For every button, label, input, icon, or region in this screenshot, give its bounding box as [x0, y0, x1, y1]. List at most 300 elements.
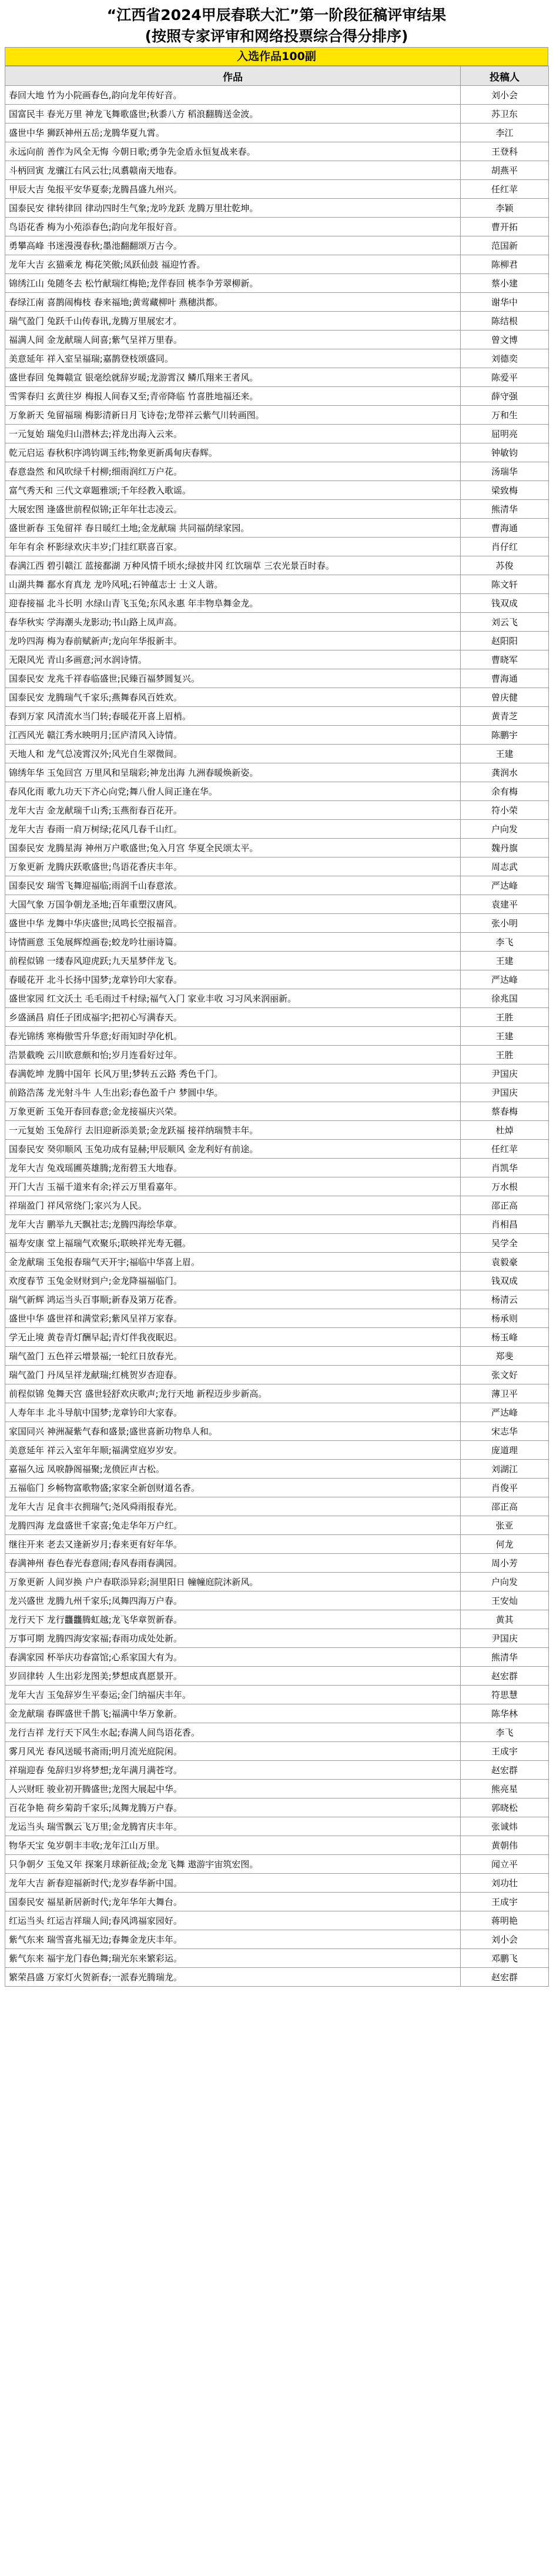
author-cell: 杜焯 [461, 1121, 549, 1140]
column-header-work: 作品 [5, 66, 461, 86]
work-cell: 春回大地 竹为小院画春色,韵向龙年传好音。 [5, 86, 461, 105]
work-cell: 春风化雨 歌九功天下齐心向党;舞八佾人间正逢在华。 [5, 782, 461, 801]
work-cell: 瑞气盈门 五色祥云增景福;一轮红日放春光。 [5, 1347, 461, 1366]
work-cell: 春到万家 风清流水当门转;春暖花开喜上眉梢。 [5, 707, 461, 726]
table-row [5, 1742, 549, 1761]
author-cell: 任红苹 [461, 180, 549, 199]
author-cell: 杨清云 [461, 1290, 549, 1309]
table-row [5, 368, 549, 387]
table-row [5, 1648, 549, 1667]
author-cell: 王成宇 [461, 1893, 549, 1911]
author-cell: 龚润水 [461, 763, 549, 782]
table-row [5, 1911, 549, 1930]
column-header-author: 投稿人 [461, 66, 549, 86]
table-row [5, 1667, 549, 1686]
results-table [5, 66, 549, 1987]
table-row [5, 293, 549, 312]
table-row [5, 1855, 549, 1874]
table-row [5, 594, 549, 613]
work-cell: 人寿年丰 北斗导航中国梦;龙章钤印大家春。 [5, 1403, 461, 1422]
work-cell: 国泰民安 龙腾星海 神州万户歌盛世;兔入月宫 华夏全民颂太平。 [5, 839, 461, 857]
work-cell: 春绿江南 喜鹊闹梅枝 春来福地;黄莺藏柳叶 燕穗洪都。 [5, 293, 461, 312]
work-cell: 龙年大吉 鹏举九天飘社志;龙腾四海绘华章。 [5, 1215, 461, 1234]
table-header-row [5, 66, 549, 86]
author-cell: 魏丹旗 [461, 839, 549, 857]
work-cell: 国泰民安 福星新居新时代;龙年华年大舞台。 [5, 1893, 461, 1911]
author-cell: 王建 [461, 952, 549, 970]
author-cell: 肖凯华 [461, 1159, 549, 1177]
work-cell: 龙年大吉 金龙献瑞千山秀;玉燕衔春百花开。 [5, 801, 461, 820]
table-row [5, 1065, 549, 1083]
author-cell: 余有梅 [461, 782, 549, 801]
author-cell: 赵宏群 [461, 1761, 549, 1780]
work-cell: 紫气东来 福宇龙门春色舞;瑞光东来繁彩运。 [5, 1949, 461, 1968]
work-cell: 金龙献瑞 春晖盛世千鹊飞;福满中华万象新。 [5, 1704, 461, 1723]
table-row [5, 1497, 549, 1516]
author-cell: 梁致梅 [461, 481, 549, 500]
table-row [5, 1949, 549, 1968]
work-cell: 龙年大吉 春雨一肩万树绿;花风几春千山红。 [5, 820, 461, 839]
work-cell: 盛世家园 红文沃土 毛毛雨过千村绿;福气入门 家业丰收 习习风来润丽新。 [5, 989, 461, 1008]
table-row [5, 1159, 549, 1177]
author-cell: 周志武 [461, 857, 549, 876]
table-row [5, 1215, 549, 1234]
table-row [5, 632, 549, 650]
work-cell: 前程似锦 兔舞天宫 盛世轻舒欢庆歌声;龙行天地 新程迈步步新高。 [5, 1384, 461, 1403]
author-cell: 户向发 [461, 820, 549, 839]
table-row [5, 1234, 549, 1253]
author-cell: 何龙 [461, 1535, 549, 1554]
author-cell: 陈鹏宇 [461, 726, 549, 745]
author-cell: 尹国庆 [461, 1083, 549, 1102]
work-cell: 龙行天下 龙行龘龘腾虹越;龙飞华章贺新春。 [5, 1610, 461, 1629]
author-cell: 李飞 [461, 1723, 549, 1742]
table-row [5, 1516, 549, 1535]
author-cell: 曾庆健 [461, 688, 549, 707]
table-row [5, 1686, 549, 1704]
table-row [5, 1008, 549, 1027]
work-cell: 开门大吉 玉福千道来有余;祥云万里看嘉年。 [5, 1177, 461, 1196]
work-cell: 五福临门 乡畅物富歌物盛;家家全新创财道名香。 [5, 1479, 461, 1497]
author-cell: 任红苹 [461, 1140, 549, 1159]
table-row [5, 1272, 549, 1290]
author-cell: 汤瑞华 [461, 462, 549, 481]
work-cell: 国泰民安 癸卯顺风 玉兔功成有显赫;甲辰顺风 金龙利好有前途。 [5, 1140, 461, 1159]
work-cell: 红运当头 红运吉祥瑞人间;春风鸿福家园好。 [5, 1911, 461, 1930]
work-cell: 紫气东来 瑞雪喜兆福无边;春舞金龙庆丰年。 [5, 1930, 461, 1949]
table-row [5, 1366, 549, 1384]
table-row [5, 707, 549, 726]
author-cell: 万水根 [461, 1177, 549, 1196]
table-row [5, 688, 549, 707]
table-row [5, 1253, 549, 1272]
table-row [5, 726, 549, 745]
work-cell: 盛世中华 狮跃神州五岳;龙腾华夏九霄。 [5, 124, 461, 142]
work-cell: 瑞气盈门 兔跃千山传春讯,龙腾万里展宏才。 [5, 312, 461, 331]
table-row [5, 1629, 549, 1648]
table-row [5, 876, 549, 895]
work-cell: 前程似锦 一缕春风迎虎跃;九天星梦伴龙飞。 [5, 952, 461, 970]
table-row [5, 1196, 549, 1215]
author-cell: 郭晓松 [461, 1798, 549, 1817]
work-cell: 万象更新 玉兔开春回春意;金龙接福庆兴荣。 [5, 1102, 461, 1121]
work-cell: 前路浩荡 龙光射斗牛 人生出彩;春色盈千户 梦圆中华。 [5, 1083, 461, 1102]
work-cell: 国泰民安 瑞雪飞舞迎福临;雨润千山春意浓。 [5, 876, 461, 895]
work-cell: 江西风光 赣江秀水映明月;匡庐清风入诗情。 [5, 726, 461, 745]
author-cell: 刘小会 [461, 86, 549, 105]
author-cell: 肖俊平 [461, 1479, 549, 1497]
author-cell: 庞道理 [461, 1441, 549, 1460]
table-row [5, 575, 549, 594]
work-cell: 浩景截晚 云川欧意颇和怡;岁月连看好过年。 [5, 1046, 461, 1065]
table-row [5, 1027, 549, 1046]
author-cell: 陈华林 [461, 1704, 549, 1723]
work-cell: 龙行吉祥 龙行天下风生水起;春满人间鸟语花香。 [5, 1723, 461, 1742]
table-row [5, 1704, 549, 1723]
author-cell: 王建 [461, 745, 549, 763]
author-cell: 曹海通 [461, 519, 549, 538]
author-cell: 邵正高 [461, 1196, 549, 1215]
author-cell: 张文好 [461, 1366, 549, 1384]
work-cell: 年年有余 杯影绿欢庆丰岁;门挂红联喜百家。 [5, 538, 461, 556]
author-cell: 袁毅豪 [461, 1253, 549, 1272]
author-cell: 陈柳君 [461, 255, 549, 274]
author-cell: 严达峰 [461, 1403, 549, 1422]
author-cell: 曹海通 [461, 669, 549, 688]
work-cell: 国泰民安 律转律回 律动四时生气象;龙吟龙跃 龙腾万里壮乾坤。 [5, 199, 461, 218]
author-cell: 陈爱平 [461, 368, 549, 387]
table-row [5, 349, 549, 368]
work-cell: 乾元启运 春秋积序鸿钧调玉纬;物象更新禹甸庆春辉。 [5, 443, 461, 462]
author-cell: 范国新 [461, 236, 549, 255]
work-cell: 岁回律转 人生出彩龙图美;梦想成真愿景开。 [5, 1667, 461, 1686]
table-row [5, 255, 549, 274]
table-row [5, 481, 549, 500]
author-cell: 张亚 [461, 1516, 549, 1535]
table-row [5, 1422, 549, 1441]
work-cell: 龙年大吉 玉兔辞岁生平泰运;金门纳福庆丰年。 [5, 1686, 461, 1704]
author-cell: 王胜 [461, 1008, 549, 1027]
table-row [5, 406, 549, 425]
table-row [5, 462, 549, 481]
author-cell: 刘小会 [461, 1930, 549, 1949]
work-cell: 斗柄回寅 龙骧江右风云壮;凤翥赣南天地春。 [5, 161, 461, 180]
work-cell: 春光锦绣 寒梅傲雪升华意;好雨知时孕化机。 [5, 1027, 461, 1046]
table-row [5, 1798, 549, 1817]
table-row [5, 914, 549, 933]
author-cell: 郑斐 [461, 1347, 549, 1366]
table-row [5, 1328, 549, 1347]
author-cell: 李颖 [461, 199, 549, 218]
author-cell: 肖相昌 [461, 1215, 549, 1234]
author-cell: 曹开拓 [461, 218, 549, 236]
table-row [5, 1554, 549, 1573]
work-cell: 富气秀天和 三代文章题雅颂;千年经教入歌谣。 [5, 481, 461, 500]
author-cell: 钱双成 [461, 1272, 549, 1290]
work-cell: 龙兴盛世 龙腾九州千家乐;凤舞四海万户春。 [5, 1591, 461, 1610]
work-cell: 瑞气盈门 丹凤呈祥龙献瑞;红桃贺岁杏迎春。 [5, 1366, 461, 1384]
table-row [5, 650, 549, 669]
table-row [5, 1573, 549, 1591]
work-cell: 人兴财旺 骏业初开腾盛世;龙图大展起中华。 [5, 1780, 461, 1798]
author-cell: 吴学全 [461, 1234, 549, 1253]
work-cell: 天地人和 龙气总凌霄汉外;风光自生翠微间。 [5, 745, 461, 763]
table-row [5, 519, 549, 538]
table-row [5, 142, 549, 161]
author-cell: 符小荣 [461, 801, 549, 820]
table-row [5, 1121, 549, 1140]
table-row [5, 1384, 549, 1403]
table-row [5, 763, 549, 782]
work-cell: 雾月风光 春风送暖书斋雨;明月流光庭院闲。 [5, 1742, 461, 1761]
author-cell: 王建 [461, 1027, 549, 1046]
page-title [5, 5, 548, 47]
work-cell: 国泰民安 龙腾瑞气千家乐;燕舞春风百姓欢。 [5, 688, 461, 707]
work-cell: 甲辰大吉 兔报平安华夏泰;龙腾昌盛九州兴。 [5, 180, 461, 199]
author-cell: 万和生 [461, 406, 549, 425]
author-cell: 曹晓军 [461, 650, 549, 669]
author-cell: 赵宏群 [461, 1968, 549, 1987]
work-cell: 春满神州 春色春光春意闹;春风春雨春满园。 [5, 1554, 461, 1573]
work-cell: 春华秋实 学海潮头龙影动;书山路上凤声高。 [5, 613, 461, 632]
work-cell: 盛世中华 龙舞中华庆盛世;凤鸣长空报福音。 [5, 914, 461, 933]
table-row [5, 1479, 549, 1497]
work-cell: 大展宏图 逢盛世前程似锦;正年年壮志凌云。 [5, 500, 461, 519]
author-cell: 熊清华 [461, 1648, 549, 1667]
table-row [5, 218, 549, 236]
title-line-2: (按照专家评审和网络投票综合得分排序) [145, 28, 408, 45]
work-cell: 一元复始 瑞兔归山潜林去;祥龙出海入云来。 [5, 425, 461, 443]
table-row [5, 1836, 549, 1855]
work-cell: 春满乾坤 龙腾中国年 长风万里;梦转五云路 秀色千门。 [5, 1065, 461, 1083]
work-cell: 美意延年 祥入室呈福瑞;嘉鹊登枝颂盛同。 [5, 349, 461, 368]
author-cell: 熊亮星 [461, 1780, 549, 1798]
table-row [5, 989, 549, 1008]
table-row [5, 1535, 549, 1554]
table-row [5, 1177, 549, 1196]
work-cell: 万事可期 龙腾四海安家福;春雨功成处处新。 [5, 1629, 461, 1648]
selected-count-band: 入选作品100副 [5, 47, 548, 66]
author-cell: 邵正高 [461, 1497, 549, 1516]
author-cell: 严达峰 [461, 970, 549, 989]
author-cell: 熊清华 [461, 500, 549, 519]
table-row [5, 933, 549, 952]
author-cell: 谢华中 [461, 293, 549, 312]
author-cell: 符思慧 [461, 1686, 549, 1704]
work-cell: 龙腾四海 龙盘盛世千家喜;兔走华年万户红。 [5, 1516, 461, 1535]
work-cell: 龙年大吉 足食丰衣拥瑞气;尧风舜雨报春光。 [5, 1497, 461, 1516]
author-cell: 张诚炜 [461, 1817, 549, 1836]
table-row [5, 180, 549, 199]
table-row [5, 857, 549, 876]
work-cell: 鸟语花香 梅为小苑添春色;韵向龙年报好音。 [5, 218, 461, 236]
work-cell: 龙运当头 瑞雪飘云飞万里;金龙腾宵庆丰年。 [5, 1817, 461, 1836]
table-row [5, 669, 549, 688]
work-cell: 家国同兴 神洲凝紫气春和盛景;盛世喜新功物阜人和。 [5, 1422, 461, 1441]
table-row [5, 801, 549, 820]
work-cell: 山湖共舞 鄱水育真龙 龙吟风吼;石钟蕴志士 士义人谐。 [5, 575, 461, 594]
work-cell: 万象更新 人间岁换 户户春联添异彩;洞里阳日 幢幢庭院沐新风。 [5, 1573, 461, 1591]
table-row [5, 1874, 549, 1893]
author-cell: 蔡小建 [461, 274, 549, 293]
work-cell: 只争朝夕 玉兔又年 探案月球新征战;金龙飞舞 遨游宇宙筑宏图。 [5, 1855, 461, 1874]
author-cell: 王胜 [461, 1046, 549, 1065]
work-cell: 一元复始 玉兔辞行 去旧迎新添美景;金龙跃福 接祥纳瑞赞丰年。 [5, 1121, 461, 1140]
author-cell: 尹国庆 [461, 1065, 549, 1083]
work-cell: 国泰民安 龙兆千祥春临盛世;民臻百福梦圆复兴。 [5, 669, 461, 688]
author-cell: 黄朝伟 [461, 1836, 549, 1855]
work-cell: 国富民丰 春光万里 神龙飞舞歌盛世;秋黍八方 稻浪翻腾送金波。 [5, 105, 461, 124]
work-cell: 永远向前 善作为风全无悔 今朝日歌;勇争先金盾永恒复战来春。 [5, 142, 461, 161]
work-cell: 福寿安康 堂上福瑞气欢聚乐;联映祥光寿无疆。 [5, 1234, 461, 1253]
table-row [5, 500, 549, 519]
author-cell: 赵阳阳 [461, 632, 549, 650]
table-row [5, 745, 549, 763]
author-cell: 徐兆国 [461, 989, 549, 1008]
table-row [5, 1610, 549, 1629]
author-cell: 户向发 [461, 1573, 549, 1591]
author-cell: 李飞 [461, 933, 549, 952]
work-cell: 大国气象 万国争朝龙圣地;百年重塑汉唐风。 [5, 895, 461, 914]
work-cell: 继往开来 老去又逢新岁月;春来更有好年华。 [5, 1535, 461, 1554]
work-cell: 物华天宝 兔岁朝丰丰收;龙年江山万里。 [5, 1836, 461, 1855]
table-row [5, 199, 549, 218]
table-row [5, 1347, 549, 1366]
table-row [5, 443, 549, 462]
work-cell: 诗情画意 玉兔展辉煌画卷;蛟龙吟壮丽诗篇。 [5, 933, 461, 952]
author-cell: 杨承则 [461, 1309, 549, 1328]
author-cell: 钱双成 [461, 594, 549, 613]
table-row [5, 1290, 549, 1309]
author-cell: 刘德奕 [461, 349, 549, 368]
table-row [5, 161, 549, 180]
table-row [5, 124, 549, 142]
author-cell: 张小明 [461, 914, 549, 933]
table-row [5, 1102, 549, 1121]
table-row [5, 839, 549, 857]
table-row [5, 1930, 549, 1949]
work-cell: 嘉福久远 凤唳静阁福聚;龙偾匠声古松。 [5, 1460, 461, 1479]
table-row [5, 425, 549, 443]
work-cell: 万象新天 兔留福瑞 梅影清新日月飞诗卷;龙带祥云紫气川转画图。 [5, 406, 461, 425]
work-cell: 繁荣昌盛 万家灯火贺新春;一派春光腾瑞龙。 [5, 1968, 461, 1987]
work-cell: 春满江西 碧引赣江 蓝接鄱湖 万种风情千顷水;绿披井冈 红饮瑞草 三农光景百时春。 [5, 556, 461, 575]
work-cell: 福满人间 金龙献瑞人间喜;紫气呈祥万里春。 [5, 331, 461, 349]
author-cell: 宋志华 [461, 1422, 549, 1441]
work-cell: 学无止境 黄卷青灯酬早起;青灯伴我夜眠迟。 [5, 1328, 461, 1347]
table-row [5, 1761, 549, 1780]
author-cell: 薄卫平 [461, 1384, 549, 1403]
table-row [5, 1403, 549, 1422]
author-cell: 王登科 [461, 142, 549, 161]
author-cell: 刘湖江 [461, 1460, 549, 1479]
table-row [5, 556, 549, 575]
table-row [5, 1968, 549, 1987]
author-cell: 王安灿 [461, 1591, 549, 1610]
work-cell: 迎春接福 北斗长明 水绿山青飞玉兔;东风永惠 年丰物阜舞金龙。 [5, 594, 461, 613]
author-cell: 曾文博 [461, 331, 549, 349]
work-cell: 雪霁春归 玄黄往岁 梅报人间春又至;青帝降临 竹喜胜地福还来。 [5, 387, 461, 406]
table-row [5, 274, 549, 293]
work-cell: 金龙献瑞 玉兔报春瑞气天开宇;福临中华喜上眉。 [5, 1253, 461, 1272]
author-cell: 尹国庆 [461, 1629, 549, 1648]
work-cell: 锦绣年华 玉兔回宫 万里风和呈瑞彩;神龙出海 九洲春暖焕新姿。 [5, 763, 461, 782]
work-cell: 龙吟四海 梅为春前赋新声;龙向年华报新丰。 [5, 632, 461, 650]
author-cell: 屈明亮 [461, 425, 549, 443]
title-line-1: “江西省2024甲辰春联大汇”第一阶段征稿评审结果 [106, 6, 447, 24]
work-cell: 勇攀高峰 书迷漫漫春秋;墨池翻翻颂万古今。 [5, 236, 461, 255]
author-cell: 蔡春梅 [461, 1102, 549, 1121]
work-cell: 春满家园 杯举庆功春富馆;心系家国大有为。 [5, 1648, 461, 1667]
table-row [5, 895, 549, 914]
table-row [5, 1046, 549, 1065]
results-sheet [5, 5, 548, 1987]
author-cell: 黄其 [461, 1610, 549, 1629]
author-cell: 陈结根 [461, 312, 549, 331]
table-row [5, 1309, 549, 1328]
author-cell: 刘云飞 [461, 613, 549, 632]
author-cell: 赵宏群 [461, 1667, 549, 1686]
author-cell: 闻立平 [461, 1855, 549, 1874]
work-cell: 乡盛涵昌 肩任子团成福字;把初心写满春天。 [5, 1008, 461, 1027]
work-cell: 龙年大吉 玄猫乘龙 梅花笑傲;凤跃仙鼓 福迎竹香。 [5, 255, 461, 274]
author-cell: 周小芳 [461, 1554, 549, 1573]
author-cell: 苏俊 [461, 556, 549, 575]
work-cell: 春暖花开 北斗长扬中国梦;龙章钤印大家春。 [5, 970, 461, 989]
author-cell: 黄青芝 [461, 707, 549, 726]
author-cell: 邓鹏飞 [461, 1949, 549, 1968]
work-cell: 锦绣江山 兔随冬去 松竹献瑞红梅艳;龙伴春回 桃李争芳翠柳新。 [5, 274, 461, 293]
author-cell: 薛守强 [461, 387, 549, 406]
table-row [5, 820, 549, 839]
author-cell: 肖仔红 [461, 538, 549, 556]
work-cell: 瑞气新辉 鸿运当头百事顺;新春及第万花香。 [5, 1290, 461, 1309]
table-row [5, 1140, 549, 1159]
author-cell: 陈文轩 [461, 575, 549, 594]
table-row [5, 1591, 549, 1610]
work-cell: 盛世新春 玉兔留祥 春日暖红土地;金龙献瑞 共同福荫绿家园。 [5, 519, 461, 538]
table-row [5, 782, 549, 801]
author-cell: 胡燕平 [461, 161, 549, 180]
work-cell: 祥瑞盈门 祥风常绕门;家兴为人民。 [5, 1196, 461, 1215]
author-cell: 苏卫东 [461, 105, 549, 124]
work-cell: 万象更新 龙腾庆跃歌盛世;鸟语花香庆丰年。 [5, 857, 461, 876]
table-row [5, 1441, 549, 1460]
author-cell: 严达峰 [461, 876, 549, 895]
work-cell: 龙年大吉 兔戏瑶圃英雄腾;龙衔碧玉大地春。 [5, 1159, 461, 1177]
table-row [5, 1460, 549, 1479]
table-row [5, 312, 549, 331]
work-cell: 无限风光 青山多画意;河水润诗情。 [5, 650, 461, 669]
table-row [5, 1817, 549, 1836]
table-row [5, 613, 549, 632]
table-row [5, 387, 549, 406]
author-cell: 杨玉峰 [461, 1328, 549, 1347]
table-row [5, 1893, 549, 1911]
author-cell: 王成宇 [461, 1742, 549, 1761]
work-cell: 盛世中华 盛世祥和满堂彩;紫风呈祥万家春。 [5, 1309, 461, 1328]
work-cell: 祥瑞迎春 兔辞归岁将梦想;龙年满月满苍穹。 [5, 1761, 461, 1780]
work-cell: 盛世春回 兔舞赣宣 银毫绘就辞岁暖;龙游霄汉 鳞爪翔来王者风。 [5, 368, 461, 387]
work-cell: 春意盎然 和风吹绿千村柳;细雨润红万户花。 [5, 462, 461, 481]
author-cell: 钟敏钧 [461, 443, 549, 462]
table-row [5, 236, 549, 255]
table-row [5, 538, 549, 556]
table-row [5, 1780, 549, 1798]
table-row [5, 1083, 549, 1102]
work-cell: 欢度春节 玉兔金财财到户;金龙降福福临门。 [5, 1272, 461, 1290]
table-row [5, 331, 549, 349]
